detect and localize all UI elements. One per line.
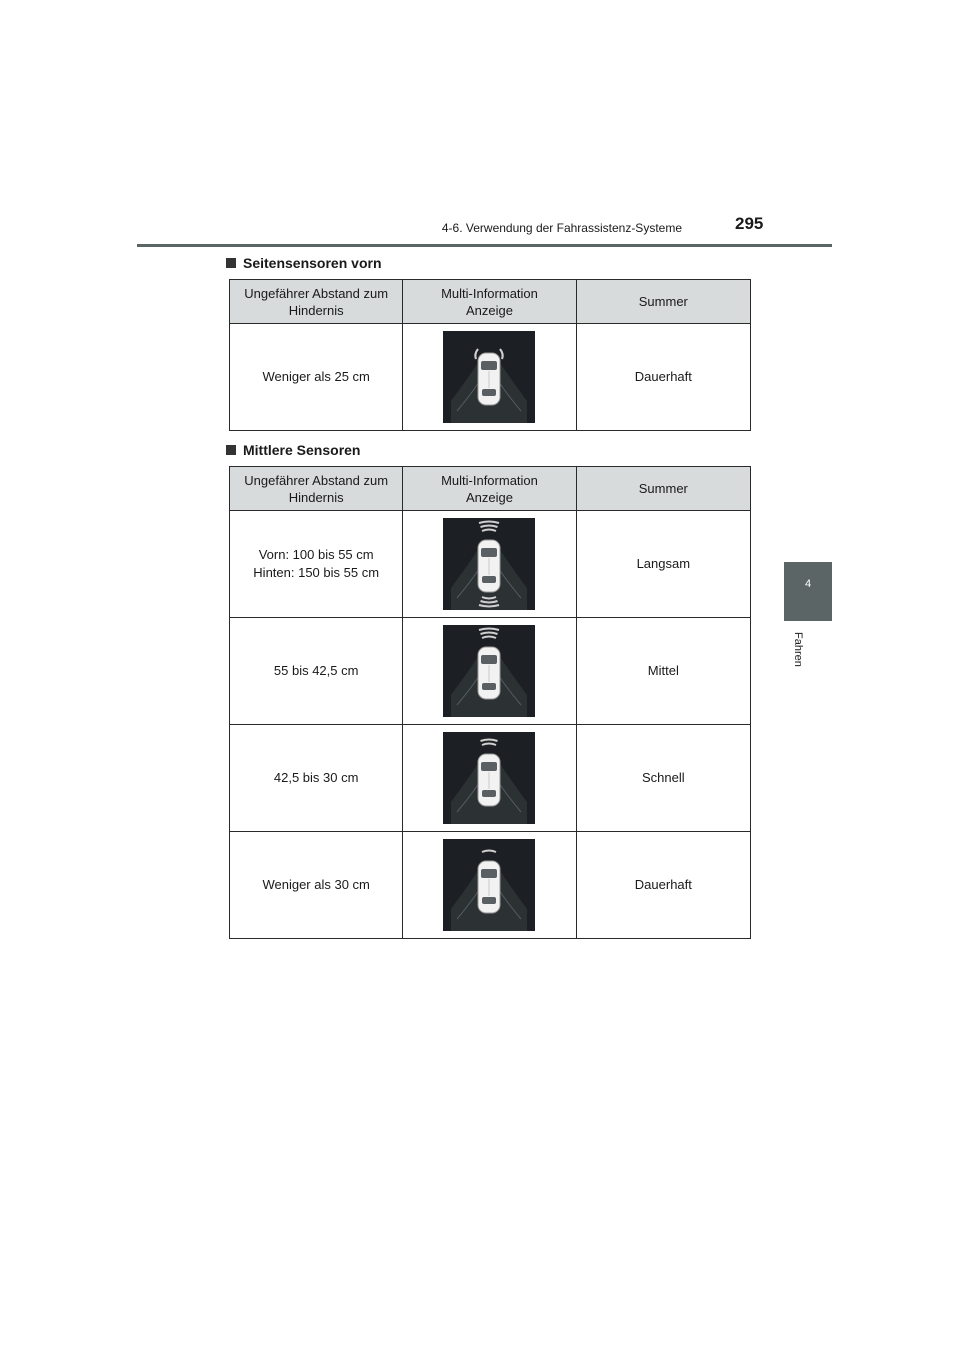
header-distance: Ungefährer Abstand zum Hindernis — [230, 467, 403, 511]
square-bullet-icon — [226, 445, 236, 455]
distance-cell: 42,5 bis 30 cm — [230, 725, 403, 832]
car-display-image — [443, 625, 535, 717]
distance-cell: Weniger als 30 cm — [230, 832, 403, 939]
distance-line: Hinten: 150 bis 55 cm — [253, 565, 380, 580]
car-display-image — [443, 732, 535, 824]
chapter-label: Fahren — [792, 632, 804, 667]
square-bullet-icon — [226, 258, 236, 268]
header-buzzer: Summer — [576, 280, 750, 324]
chapter-tab — [784, 562, 832, 621]
display-cell — [403, 832, 576, 939]
table-side-sensors — [229, 279, 751, 431]
display-cell — [403, 725, 576, 832]
chapter-number: 4 — [804, 578, 812, 590]
table-row — [230, 324, 751, 431]
car-display-image — [443, 839, 535, 931]
header-display: Multi-Information Anzeige — [403, 280, 576, 324]
page-number: 295 — [735, 214, 764, 233]
table-center-sensors — [229, 466, 751, 939]
header-distance: Ungefährer Abstand zum Hindernis — [230, 280, 403, 324]
distance-cell: Weniger als 25 cm — [230, 324, 403, 431]
header-rule — [137, 244, 832, 247]
buzzer-cell: Dauerhaft — [576, 324, 750, 431]
table-row — [230, 618, 751, 725]
table-header-row — [230, 280, 751, 324]
display-cell — [403, 511, 576, 618]
distance-line: Vorn: 100 bis 55 cm — [258, 547, 374, 562]
buzzer-cell: Dauerhaft — [576, 832, 750, 939]
buzzer-cell: Schnell — [576, 725, 750, 832]
display-cell — [403, 324, 576, 431]
buzzer-cell: Mittel — [576, 618, 750, 725]
header-buzzer: Summer — [576, 467, 750, 511]
section-heading-center-sensors: Mittlere Sensoren — [226, 442, 360, 458]
distance-cell — [230, 511, 403, 618]
table-row — [230, 725, 751, 832]
header-title: 4-6. Verwendung der Fahrassistenz-Systeme — [441, 221, 682, 235]
buzzer-cell: Langsam — [576, 511, 750, 618]
display-cell — [403, 618, 576, 725]
car-display-image — [443, 331, 535, 423]
table-header-row — [230, 467, 751, 511]
table-row — [230, 832, 751, 939]
table-row — [230, 511, 751, 618]
header-display: Multi-Information Anzeige — [403, 467, 576, 511]
car-display-image — [443, 518, 535, 610]
distance-cell: 55 bis 42,5 cm — [230, 618, 403, 725]
section-heading-side-sensors: Seitensensoren vorn — [226, 255, 382, 271]
